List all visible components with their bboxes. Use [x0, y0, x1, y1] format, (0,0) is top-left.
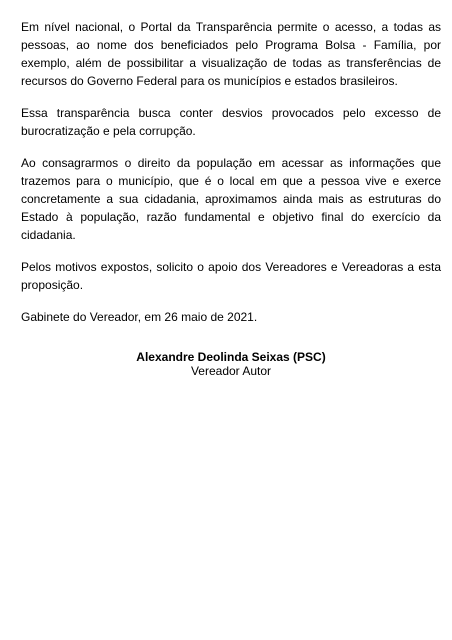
signature-role: Vereador Autor [190, 364, 272, 378]
paragraph-direito-populacao: Ao consagrarmos o direito da população em acessar as informações que trazemos para o município, que é o local em que a pessoa vive e exerce concretamente a sua cidadania, aproximamos ainda mais as estruturas do Estado à população, razão fundamental e objetivo final do exercício da cidadania. [21, 156, 441, 242]
signature-block [21, 350, 441, 378]
signature-name: Alexandre Deolinda Seixas (PSC) [136, 350, 326, 364]
document-page [21, 18, 441, 378]
paragraph-solicitacao-apoio: Pelos motivos expostos, solicito o apoio dos Vereadores e Vereadoras a esta proposição. [21, 260, 441, 292]
paragraph-portal-transparencia: Em nível nacional, o Portal da Transparência permite o acesso, a todas as pessoas, ao nome dos beneficiados pelo Programa Bolsa - Família, por exemplo, além de possibilitar a visualização de todas as transferências de recursos do Governo Federal para os municípios e estados brasileiros. [21, 20, 441, 88]
paragraph-transparencia-objetivo: Essa transparência busca conter desvios provocados pelo excesso de burocratização e pela corrupção. [21, 106, 441, 138]
place-date-line: Gabinete do Vereador, em 26 maio de 2021. [21, 310, 258, 324]
